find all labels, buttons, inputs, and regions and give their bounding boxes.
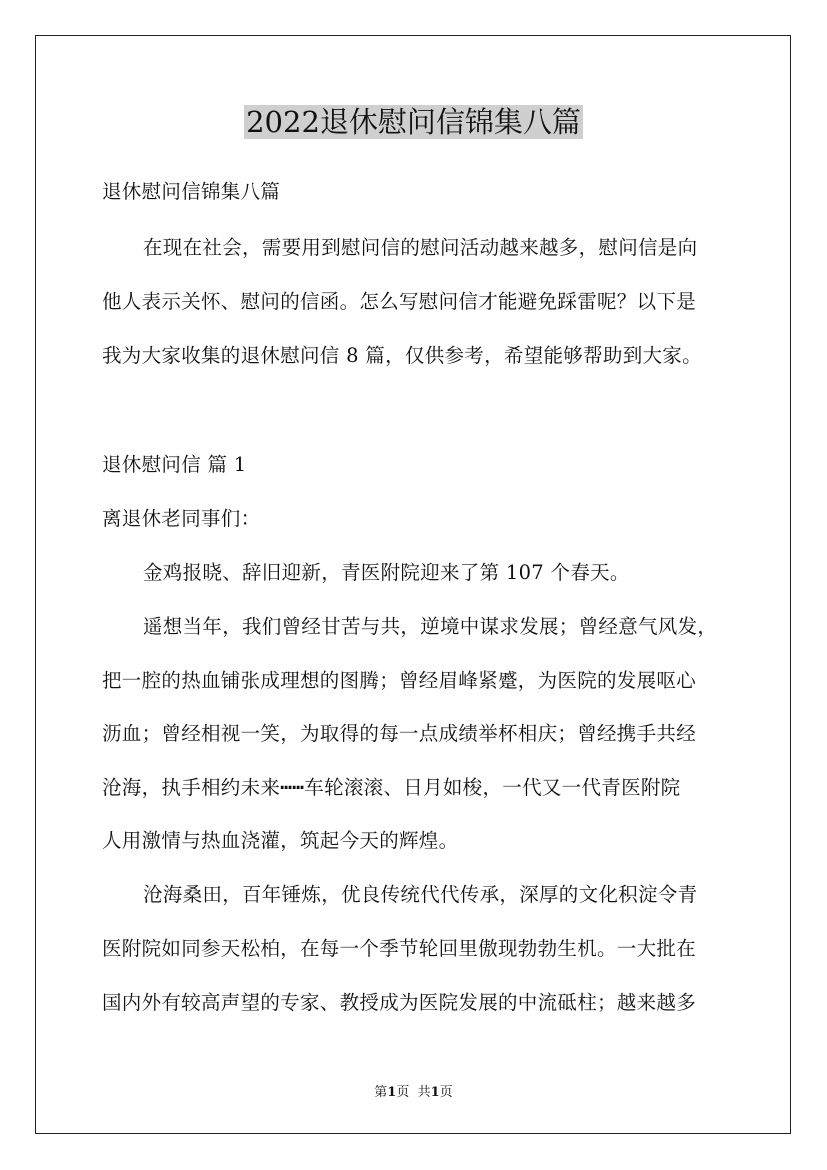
footer-page-prefix: 第 (374, 1085, 388, 1100)
body-line-2: 遥想当年，我们曾经甘苦与共，逆境中谋求发展；曾经意气风发， (143, 615, 718, 638)
document-title (0, 102, 827, 142)
body-line-6: 人用激情与热血浇灌，筑起今天的辉煌。 (102, 829, 459, 852)
footer-total-prefix: 共 (417, 1085, 431, 1100)
footer-page-suffix: 页 (396, 1085, 410, 1100)
salutation: 离退休老同事们： (102, 507, 261, 530)
body-line-4: 沥血；曾经相视一笑，为取得的每一点成绩举杯相庆；曾经携手共经 (102, 722, 697, 745)
footer-page-number: 1 (387, 1085, 397, 1100)
intro-line-2: 他人表示关怀、慰问的信函。怎么写慰问信才能避免踩雷呢？以下是 (102, 290, 697, 313)
footer-total-suffix: 页 (439, 1085, 453, 1100)
intro-line-1: 在现在社会，需要用到慰问信的慰问活动越来越多，慰问信是向 (143, 236, 698, 259)
body-line-5: 沧海，执手相约未来┅┅车轮滚滚、日月如梭，一代又一代青医附院 (102, 776, 681, 799)
body-line-3: 把一腔的热血铺张成理想的图腾；曾经眉峰紧蹙，为医院的发展呕心 (102, 669, 697, 692)
footer-total-number: 1 (430, 1085, 440, 1100)
subtitle: 退休慰问信锦集八篇 (102, 180, 281, 203)
section-heading: 退休慰问信 篇 1 (102, 453, 247, 476)
body-line-7: 沧海桑田，百年锤炼，优良传统代代传承，深厚的文化积淀令青 (143, 883, 698, 906)
document-title-text: 2022退休慰问信锦集八篇 (246, 105, 581, 139)
page-footer (0, 1084, 827, 1102)
body-line-8: 医附院如同参天松柏，在每一个季节轮回里傲现勃勃生机。一大批在 (102, 937, 697, 960)
body-line-1: 金鸡报晓、辞旧迎新，青医附院迎来了第 107 个春天。 (143, 561, 630, 584)
intro-line-3: 我为大家收集的退休慰问信 8 篇，仅供参考，希望能够帮助到大家。 (102, 344, 702, 367)
body-line-9: 国内外有较高声望的专家、教授成为医院发展的中流砥柱；越来越多 (102, 991, 697, 1014)
